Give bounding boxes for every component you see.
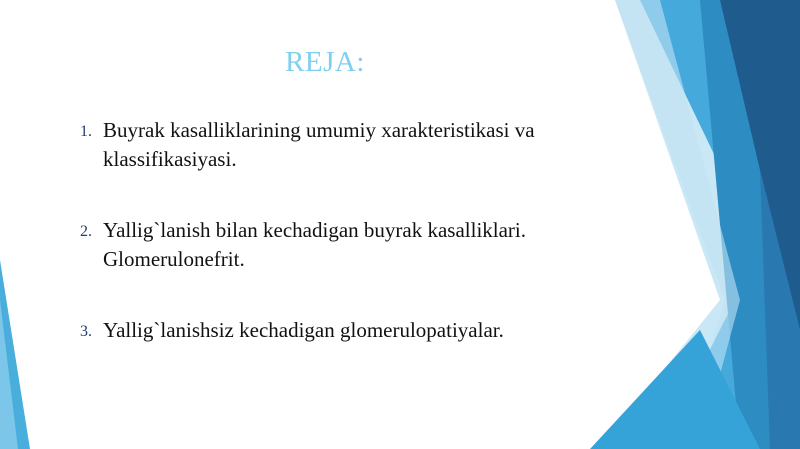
list-item	[80, 316, 620, 345]
list-item-text: Buyrak kasalliklarining umumiy xarakteristikasi va klassifikasiyasi.	[103, 118, 535, 171]
list-item-number: 3.	[80, 323, 92, 340]
list-item	[80, 216, 620, 274]
list-item	[80, 116, 620, 174]
list-item-text: Yallig`lanishsiz kechadigan glomerulopatiyalar.	[103, 318, 504, 342]
slide-title: REJA:	[285, 46, 365, 78]
list-item-text: Yallig`lanish bilan kechadigan buyrak kasalliklari. Glomerulonefrit.	[103, 218, 527, 271]
list-item-number: 1.	[80, 123, 92, 140]
list-item-number: 2.	[80, 223, 92, 240]
